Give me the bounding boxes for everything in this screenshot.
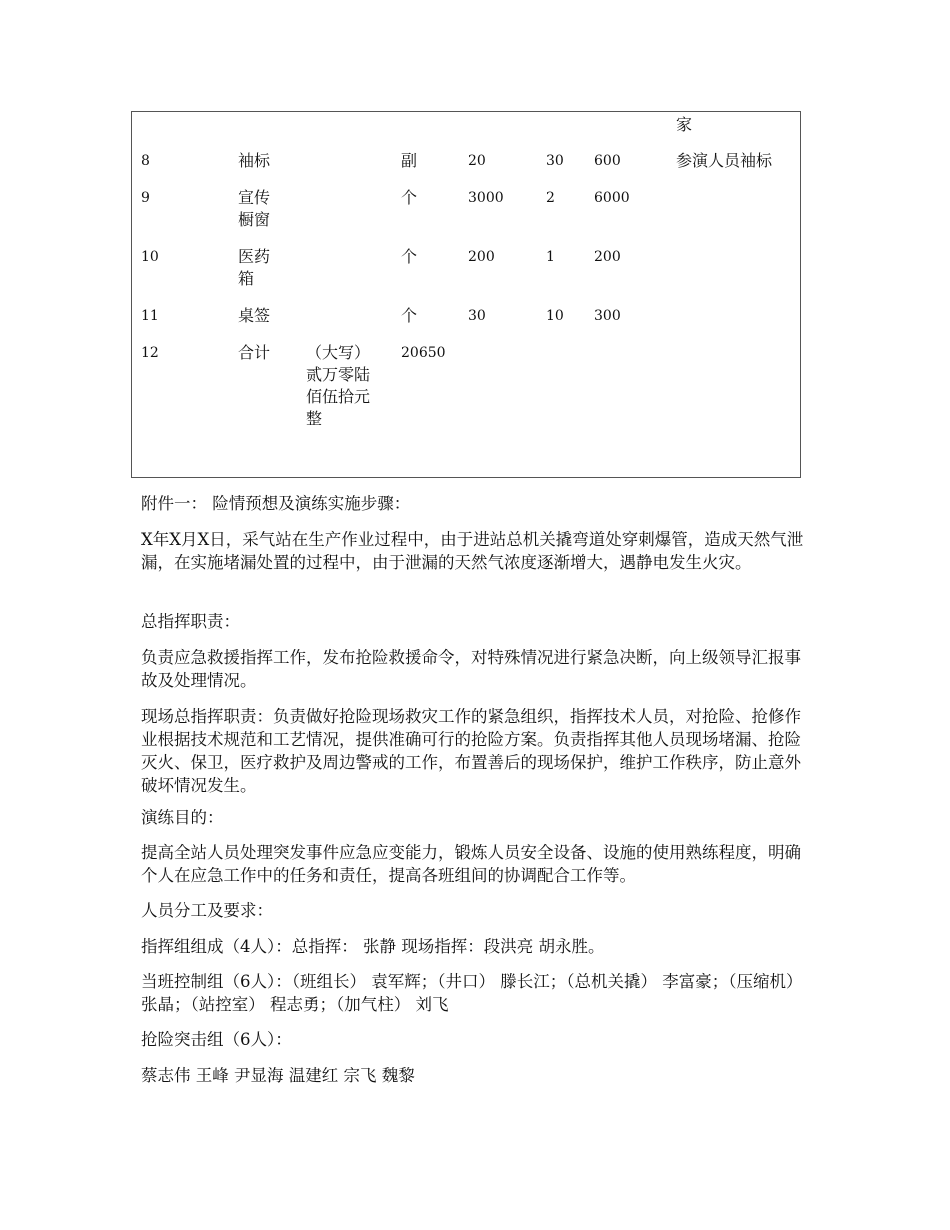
scenario-paragraph: X年X月X日，采气站在生产作业过程中，由于进站总机关撬弯道处穿刺爆管，造成天然气泄漏，在实施堵漏处置的过程中，由于泄漏的天然气浓度逐渐增大，遇静电发生火灾。 [141,530,804,572]
row-11-price: 30 [468,308,486,324]
row-11-amount: 300 [594,308,621,324]
row-10-name-line2: 箱 [238,269,255,288]
row-12-total: 20650 [401,345,446,361]
row-8-remark: 参演人员袖标 [676,151,773,170]
row-9-no: 9 [141,190,150,206]
row-8-qty: 30 [546,153,564,169]
row-9-amount: 6000 [594,190,630,206]
rescue-group-heading: 抢险突击组（6人）： [141,1030,292,1049]
row-11-name: 桌签 [238,306,271,325]
row-12-no: 12 [141,345,159,361]
table-carry-over-remark: 家 [676,115,693,134]
row-8-no: 8 [141,153,150,169]
shift-control-group: 当班控制组（6人）：（班组长） 袁军辉；（井口） 滕长江；（总机关撬） 李富豪；（压缩机） 张晶；（站控室） 程志勇；（加气柱） 刘飞 [141,972,803,1014]
row-10-name-line1: 医药 [238,247,271,266]
row-11-no: 11 [141,308,159,324]
row-8-price: 20 [468,153,486,169]
row-12-spec-line1: （大写） [306,343,371,362]
commander-heading: 总指挥职责： [141,612,240,631]
row-10-qty: 1 [546,249,555,265]
row-8-amount: 600 [594,153,621,169]
row-10-price: 200 [468,249,495,265]
row-9-name-line2: 橱窗 [238,210,271,229]
row-8-name: 袖标 [238,151,271,170]
row-11-unit: 个 [401,306,418,325]
command-group: 指挥组组成（4人）：总指挥： 张静 现场指挥：段洪亮 胡永胜。 [141,937,605,956]
row-11-qty: 10 [546,308,564,324]
row-10-unit: 个 [401,247,418,266]
budget-table [131,111,801,478]
row-12-name: 合计 [238,343,271,362]
purpose-heading: 演练目的： [141,808,224,827]
row-9-name-line1: 宣传 [238,188,271,207]
row-10-amount: 200 [594,249,621,265]
row-9-unit: 个 [401,188,418,207]
staff-heading: 人员分工及要求： [141,901,273,920]
row-12-spec-line4: 整 [306,409,323,428]
attachment-heading: 附件一： 险情预想及演练实施步骤： [141,494,411,513]
purpose-paragraph: 提高全站人员处理突发事件应急应变能力，锻炼人员安全设备、设施的使用熟练程度，明确个人在应急工作中的任务和责任，提高各班组间的协调配合工作等。 [141,843,801,885]
row-9-price: 3000 [468,190,504,206]
row-10-no: 10 [141,249,159,265]
commander-duties: 负责应急救援指挥工作，发布抢险救援命令，对特殊情况进行紧急决断，向上级领导汇报事故及处理情况。 [141,648,801,690]
field-commander-duties: 现场总指挥职责：负责做好抢险现场救灾工作的紧急组织，指挥技术人员，对抢险、抢修作业根据技术规范和工艺情况，提供准确可行的抢险方案。负责指挥其他人员现场堵漏、抢险灭火、保卫，医疗救护及周边警戒的工作，布置善后的现场保护，维护工作秩序，防止意外破坏情况发生。 [141,707,801,795]
row-9-qty: 2 [546,190,555,206]
row-12-spec-line3: 佰伍拾元 [306,387,371,406]
rescue-group-members: 蔡志伟 王峰 尹显海 温建红 宗飞 魏黎 [141,1066,415,1085]
row-8-unit: 副 [401,151,418,170]
row-12-spec-line2: 贰万零陆 [306,365,371,384]
